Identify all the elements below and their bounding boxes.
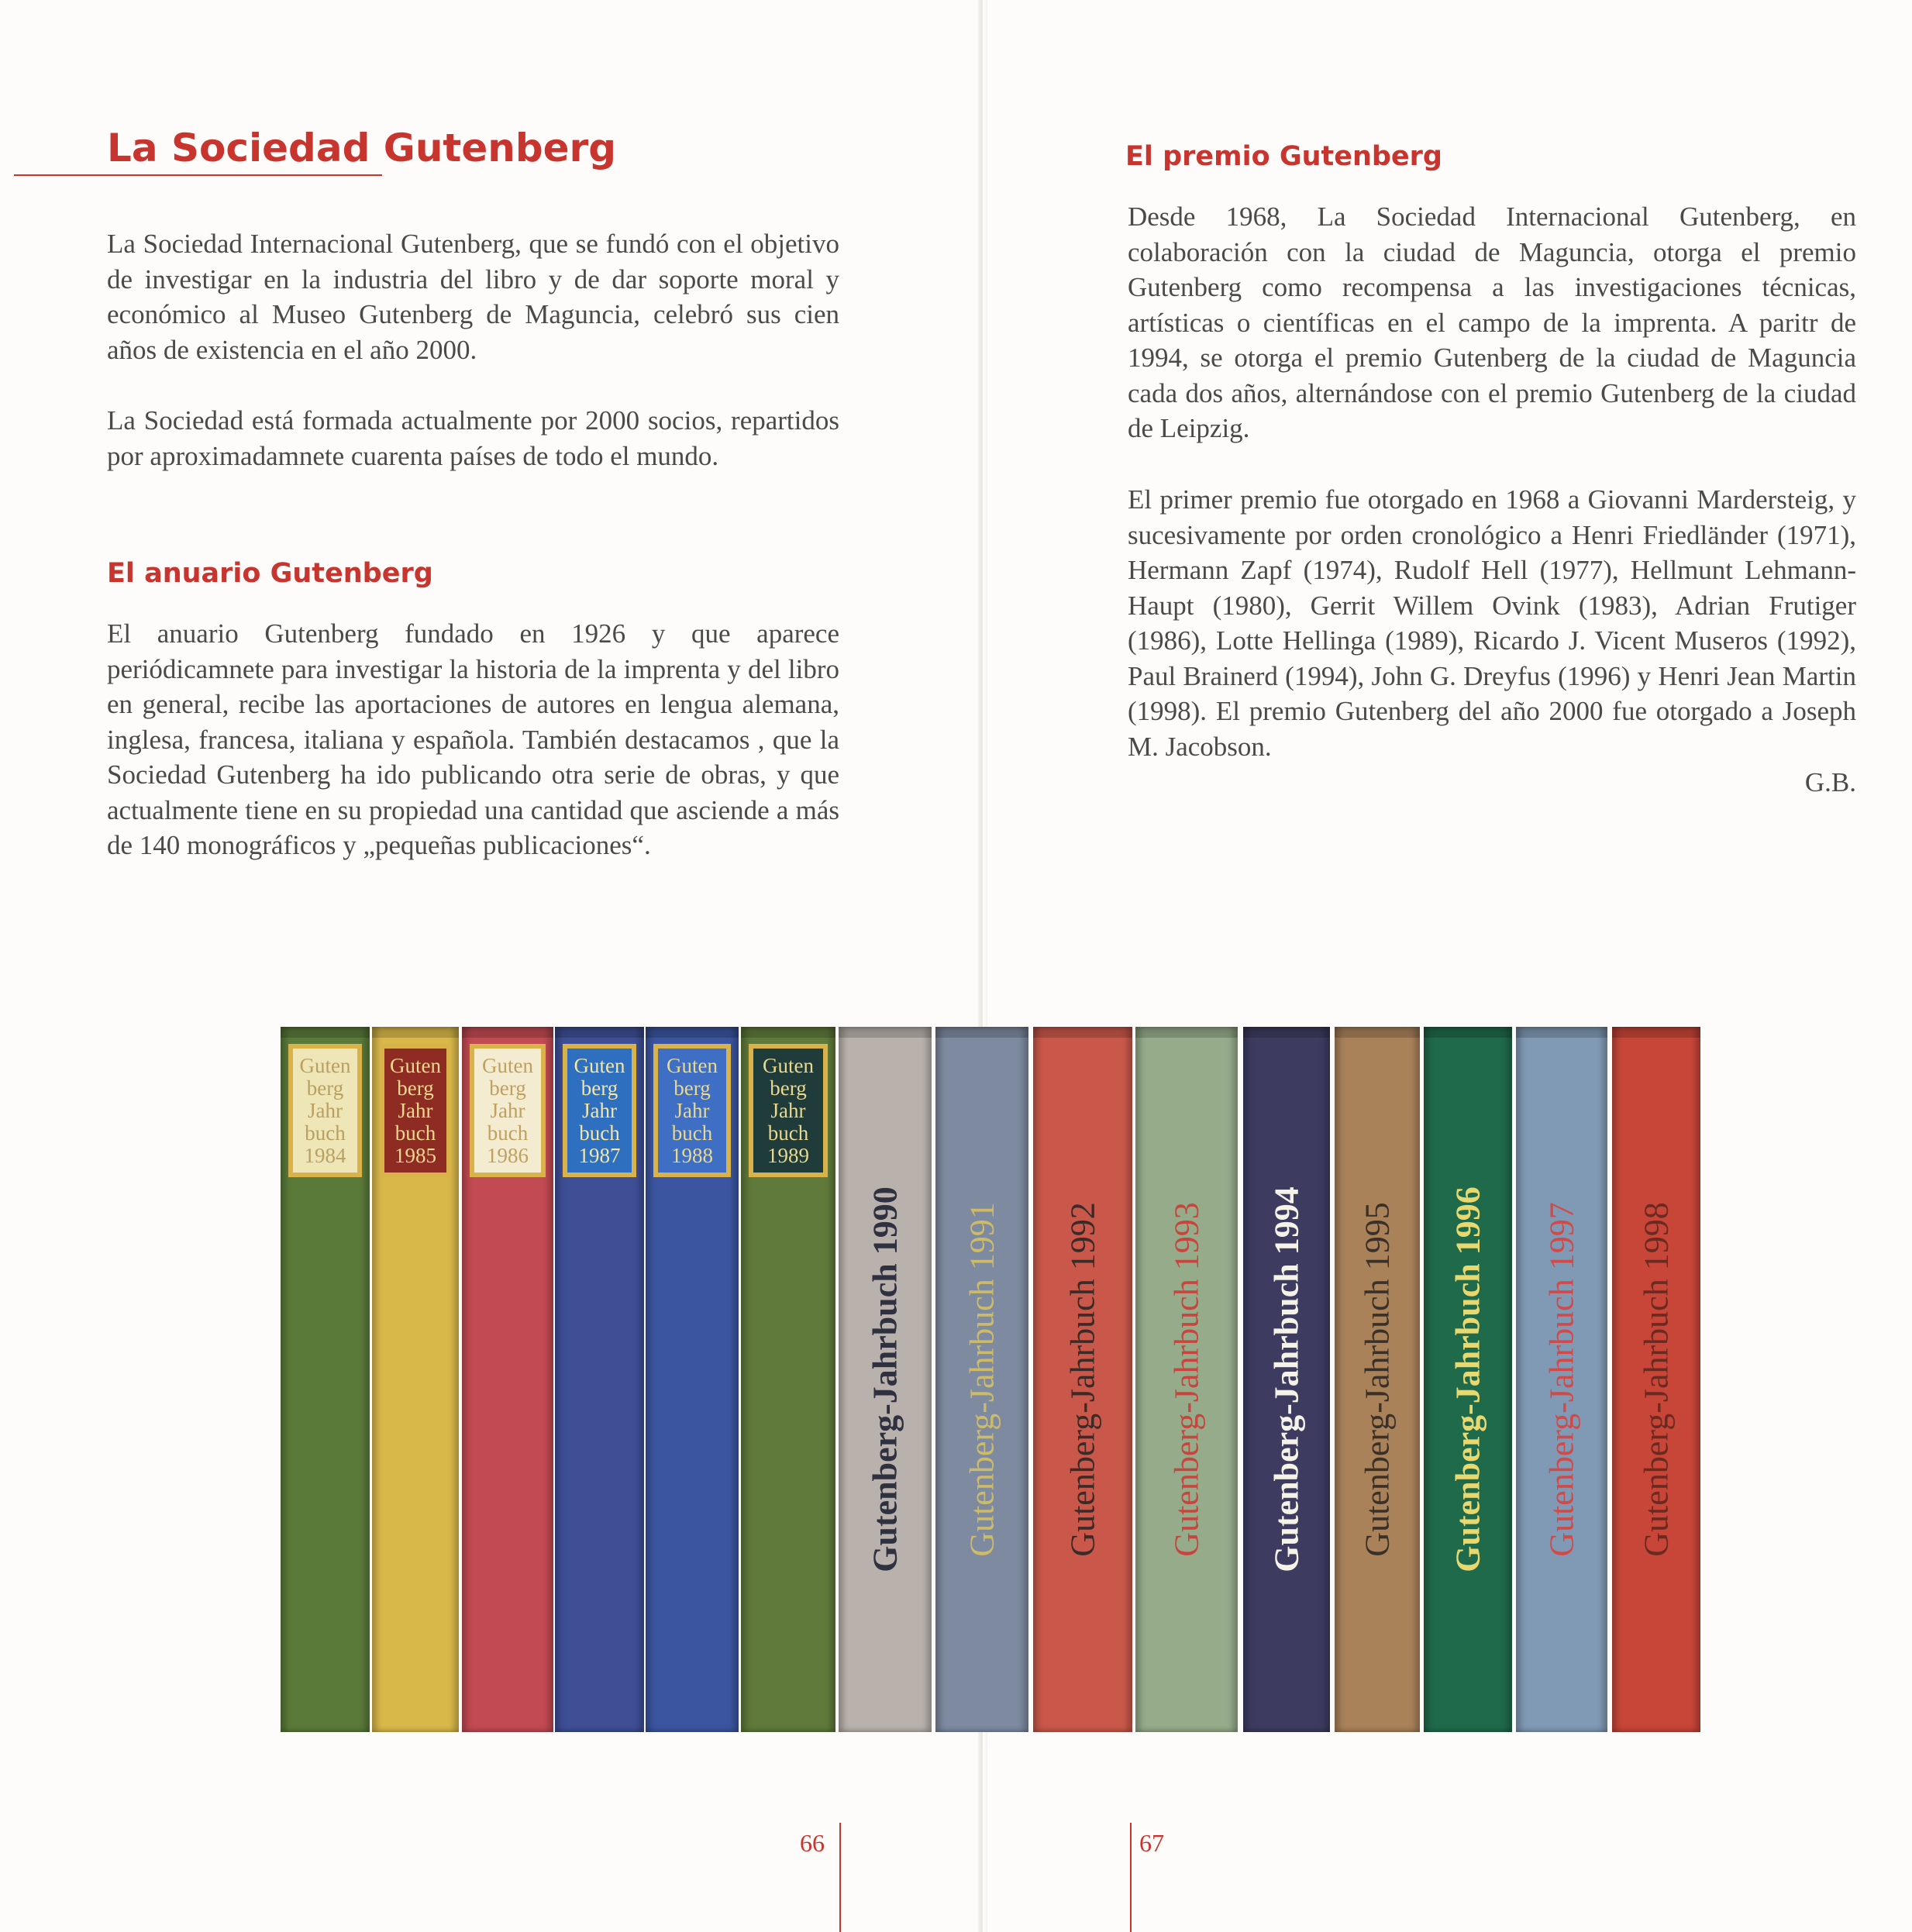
spine-title: Gutenberg-Jahrbuch 1990 — [866, 1186, 904, 1572]
members-paragraph: La Sociedad está formada actualmente por 2000 socios, repartidos por aproximadamnete cuarenta países de todo el mundo. — [107, 405, 839, 471]
yearbook-spine — [646, 1027, 739, 1732]
page-number-rule-left — [839, 1823, 841, 1932]
spine-title: Gutenberg-Jahrbuch 1991 — [963, 1202, 1001, 1557]
spine-label-text: Guten berg Jahr buch 1985 — [390, 1053, 441, 1167]
spine-label-text: Guten berg Jahr buch 1987 — [574, 1053, 625, 1167]
spine-title: Gutenberg-Jahrbuch 1995 — [1358, 1202, 1397, 1557]
yearbook-spine — [1335, 1027, 1420, 1732]
yearbook-spine — [839, 1027, 932, 1732]
spine-label — [380, 1044, 451, 1177]
yearbook-spine — [1135, 1027, 1238, 1732]
yearbook-spine — [281, 1027, 370, 1732]
intro-paragraph: La Sociedad Internacional Gutenberg, que se fundó con el objetivo de investigar en la industria del libro y de dar soporte moral y económico al Museo Gutenberg de Maguncia, celebró sus cien años de existencia en el año 2000. — [107, 229, 839, 365]
spine-title: Gutenberg-Jahrbuch 1997 — [1542, 1202, 1581, 1557]
premio-paragraph: Desde 1968, La Sociedad Internacional Gutenberg, en colaboración con la ciudad de Maguncia, otorga el premio Gutenberg como recompensa a las investigaciones técnicas, artísticas o científicas en el campo de la imprenta. A paritr de 1994, se otorga el premio Gutenberg de la ciudad de Maguncia cada dos años, alternándose con el premio Gutenberg de la ciudad de Leipzig. — [1128, 201, 1856, 443]
spine-label-text: Guten berg Jahr buch 1989 — [763, 1053, 814, 1167]
yearbook-spine — [1516, 1027, 1607, 1732]
spine-title: Gutenberg-Jahrbuch 1993 — [1167, 1202, 1206, 1557]
winners-paragraph: El primer premio fue otorgado en 1968 a Giovanni Mardersteig, y sucesivamente por orden cronológico a Henri Friedländer (1971), Hermann Zapf (1974), Rudolf Hell (1977), Hellmunt Lehmann-Haupt (1980), Gerrit Willem Ovink (1983), Adrian Frutiger (1986), Lotte Hellinga (1989), Ricardo J. Vicent Museros (1992), Paul Brainerd (1994), John G. Dreyfus (1996) y Henri Jean Martin (1998). El premio Gutenberg del año 2000 fue otorgado a Joseph M. Jacobson. — [1128, 484, 1856, 762]
yearbook-spine — [372, 1027, 459, 1732]
spine-label-text: Guten berg Jahr buch 1986 — [482, 1053, 533, 1167]
spine-title: Gutenberg-Jahrbuch 1996 — [1449, 1186, 1487, 1572]
anuario-paragraph: El anuario Gutenberg fundado en 1926 y que aparece periódicamnete para investigar la historia de la imprenta y del libro en general, recibe las aportaciones de autores en lengua alemana, inglesa, francesa, italiana y española. También destacamos , que la Sociedad Gutenberg ha ido publicando otra serie de obras, y que actualmente tiene en su propiedad una cantidad que asciende a más de 140 monográficos y „pequeñas publicaciones“. — [107, 618, 839, 860]
spine-title: Gutenberg-Jahrbuch 1998 — [1637, 1202, 1676, 1557]
spine-label — [563, 1044, 636, 1177]
yearbook-spine — [1033, 1027, 1132, 1732]
premio-heading: El premio Gutenberg — [1125, 141, 1442, 172]
yearbook-spine — [1243, 1027, 1330, 1732]
yearbook-spine — [1612, 1027, 1700, 1732]
yearbook-spine — [741, 1027, 835, 1732]
spine-label — [470, 1044, 546, 1177]
page-number-rule-right — [1130, 1823, 1132, 1932]
yearbook-spine — [1424, 1027, 1512, 1732]
yearbook-spine — [555, 1027, 644, 1732]
page-number-right: 67 — [1139, 1829, 1164, 1857]
yearbook-spine — [935, 1027, 1028, 1732]
spine-label — [749, 1044, 828, 1177]
anuario-heading: El anuario Gutenberg — [107, 558, 433, 589]
title-underline — [14, 174, 382, 176]
spine-label — [288, 1044, 362, 1177]
spine-label — [653, 1044, 731, 1177]
spine-label-text: Guten berg Jahr buch 1988 — [667, 1053, 718, 1167]
spine-title: Gutenberg-Jahrbuch 1992 — [1063, 1202, 1102, 1557]
page-title: La Sociedad Gutenberg — [107, 126, 616, 170]
spine-label-text: Guten berg Jahr buch 1984 — [299, 1053, 351, 1167]
page-number-left: 66 — [800, 1829, 825, 1857]
spine-title: Gutenberg-Jahrbuch 1994 — [1267, 1186, 1306, 1572]
yearbook-spine — [462, 1027, 553, 1732]
author-signature: G.B. — [1804, 767, 1856, 797]
